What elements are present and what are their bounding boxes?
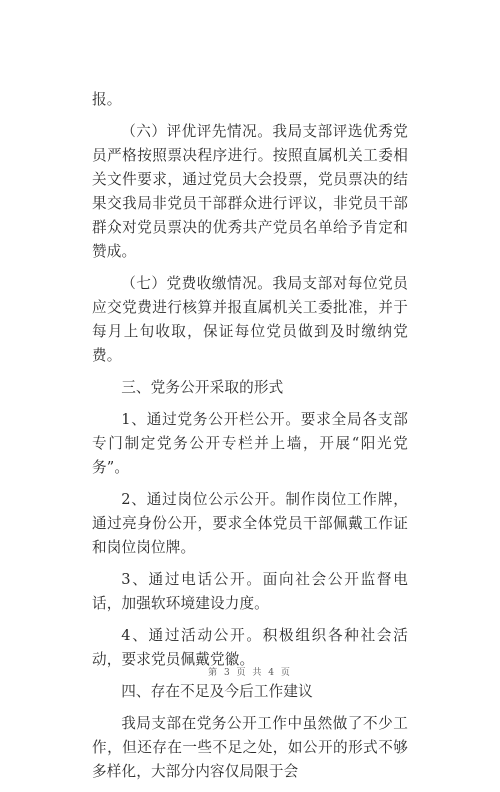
page-number-label: 第 3 页 共 4 页 — [208, 668, 292, 678]
section-heading-forms: 三、党务公开采取的形式 — [121, 379, 284, 396]
paragraph-shortcomings: 我局支部在党务公开工作中虽然做了不少工作，但还存在一些不足之处，如公开的形式不够多样化，大部分内容仅局限于会 — [92, 715, 408, 780]
paragraph-evaluation: （六）评优评先情况。我局支部评选优秀党员严格按照票决程序进行。按照直属机关工委相关文件要求，通过党员大会投票，党员票决的结果交我局非党员干部群众进行评议，非党员干部群众对党员票决的优秀共产党员名单给予肯定和赞成。 — [92, 123, 408, 260]
page-footer — [0, 665, 500, 678]
document-body — [92, 88, 408, 792]
paragraph-continuation: 报。 — [92, 91, 122, 108]
paragraph-activities: 4、通过活动公开。积极组织各种社会活动，要求党员佩戴党徽。 — [92, 627, 408, 668]
paragraph-bulletin-board: 1、通过党务公开栏公开。要求全局各支部专门制定党务公开专栏并上墙，开展“阳光党务”。 — [92, 411, 408, 476]
paragraph-post-display: 2、通过岗位公示公开。制作岗位工作牌，通过亮身份公开，要求全体党员干部佩戴工作证和岗位岗位牌。 — [92, 491, 408, 556]
section-heading-shortcomings: 四、存在不足及今后工作建议 — [121, 683, 313, 700]
paragraph-party-dues: （七）党费收缴情况。我局支部对每位党员应交党费进行核算并报直属机关工委批准，并于每月上旬收取，保证每位党员做到及时缴纳党费。 — [92, 275, 408, 364]
paragraph-telephone: 3、通过电话公开。面向社会公开监督电话，加强软环境建设力度。 — [92, 571, 408, 612]
